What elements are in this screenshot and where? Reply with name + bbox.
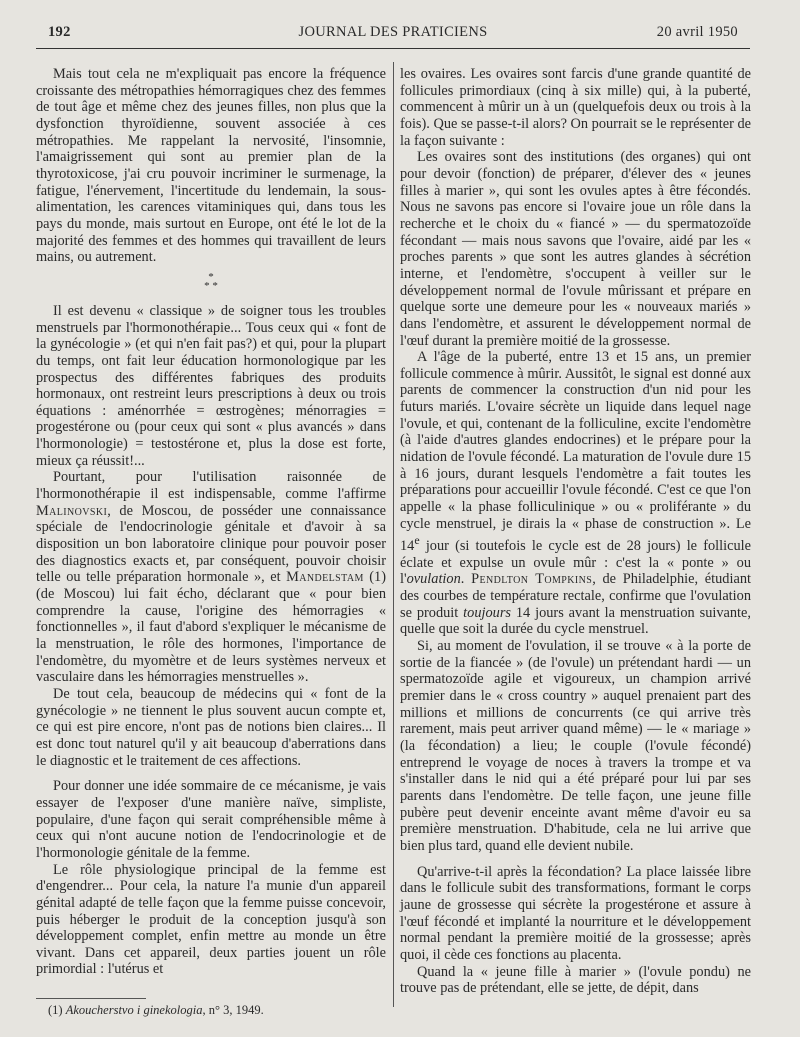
text-run: (1) (de Moscou) lui fait écho, déclarant que « pour bien comprendre la cause, l'origine des hémorragies « fonctionnelles », il faut d'abord s'expliquer le mécanisme de la menstruation, le rôle des hormones, l'importance de l'endomètre, du myomètre et de leurs systèmes nerveux et vasculaire dans les hémorragies menstruelles ».: [36, 569, 387, 686]
paragraph: Qu'arrive-t-il après la fécondation? La place laissée libre dans le follicule subit des transformations, formant le corps jaune de grossesse qui sécrète la progestérone et assure à l'œuf fécondé et implanté la nourriture et le développement normal pendant la première moitié de la grossesse; après quoi, il cède ces fonctions au placenta.: [400, 863, 751, 963]
paragraph: Il est devenu « classique » de soigner tous les troubles menstruels par l'hormonothérapie... Tous ceux qui « font de la gynécologie » (et qui n'en fait pas?) et qui, pour la plupart du temps, ont fait leur éducation hormonologique par les prospectus des différentes fabriques des produits hormonaux, ont restreint leurs prescriptions à deux ou trois équations : aménorrhée = œstrogènes; ménorragies = progestérone ou (pour ceux qui sont « plus avancés » dans l'hormonologie) = testostérone et, plus la dose est forte, mieux ça réussit!...: [36, 302, 386, 469]
paragraph: [36, 469, 386, 686]
footnote-source-title: Akoucherstvo i ginekologia: [65, 1003, 203, 1018]
page-number: 192: [48, 24, 71, 40]
author-name: Malinovski: [36, 502, 108, 519]
footnote-marker: (1): [48, 1003, 63, 1018]
footnote: [36, 1003, 386, 1018]
paragraph: Pour donner une idée sommaire de ce mécanisme, je vais essayer de l'exposer d'une manière naïve, simpliste, populaire, d'une façon qui serait compréhensible même à ceux qui n'ont aucune notion de l'endocrinologie et de l'hormonologie génitale de la femme.: [36, 778, 386, 861]
text-run: , de Moscou, de posséder une connaissance spéciale de l'endocrinologie génitale et d'avoir à sa disposition un bon laboratoire clinique pour pouvoir poser des diagnostics exacts et, par conséquent, pouvoir choisir telle ou telle préparation hormonale », et: [36, 502, 386, 586]
text-run: jour (si toutefois le cycle est de 28 jours) le follicule éclate et expulse un ovule mûr : c'est la « ponte » ou l': [400, 538, 751, 588]
page-header: [48, 22, 738, 48]
author-name: Mandelstam: [286, 569, 364, 586]
footnote-text: , n° 3, 1949.: [202, 1003, 264, 1018]
column-divider: [393, 62, 394, 1007]
emphasis: toujours: [463, 604, 511, 621]
superscript: e: [414, 533, 420, 548]
text-run: A l'âge de la puberté, entre 13 et 15 ans, un premier follicule commence à mûrir. Aussitôt, le signal est donné aux parents de commencer la construction d'un nid pour les futurs mariés. L'ovaire sécrète un liquide dans lequel nage l'ovule, et qui, contenant de la folliculine, excite l'endomètre (à l'aide d'autres glandes endocrines) et le prépare pour la nidation de l'ovule fécondé. La maturation de l'ovule dure 15 à 16 jours, durant lesquels l'endomètre a fait toutes les préparations pour accueillir l'ovule fécondé. C'est ce que l'on appelle « la phase folliculinique » ou « proliférante » du cycle menstruel, je dirais la « phase de construction ». Le 14: [400, 349, 751, 555]
text-run: 14 jours avant la menstruation suivante, quelle que soit la durée du cycle menstruel.: [400, 604, 751, 638]
header-rule: [36, 48, 750, 49]
text-run: Pourtant, pour l'utilisation raisonnée de l'hormonothérapie il est indispensable, comme l'affirme: [36, 469, 386, 503]
journal-title: JOURNAL DES PRATICIENS: [298, 24, 488, 40]
author-name: Pendlton Tompkins: [471, 571, 593, 588]
paragraph: Quand la « jeune fille à marier » (l'ovule pondu) ne trouve pas de prétendant, elle se jette, de dépit, dans: [400, 963, 751, 997]
separator-stars-bottom: * *: [204, 279, 218, 292]
emphasis: ovulation: [406, 571, 461, 588]
paragraph: les ovaires. Les ovaires sont farcis d'une grande quantité de follicules primordiaux (cinq à six mille) qui, à la puberté, commencent à mûrir un à un (quelquefois deux ou trois à la fois). Que se passe-t-il alors? On pourrait se le représenter de la façon suivante :: [400, 66, 751, 149]
paragraph: [400, 349, 751, 638]
paragraph: Le rôle physiologique principal de la femme est d'engendrer... Pour cela, la nature l'a munie d'un appareil génital adapté de telle façon que la femme puisse concevoir, puis héberger le produit de la conception jusqu'à son développement complet, enfin mettre au monde un être vivant. Dans cet appareil, deux parties jouent un rôle primordial : l'utérus et: [36, 861, 386, 978]
footnote-rule: [36, 998, 146, 999]
separator-star-top: *: [208, 270, 214, 283]
text-run: .: [460, 571, 465, 588]
text-run: , de Philadelphie, étudiant des courbes de température rectale, confirme que l'ovulation se produit: [400, 571, 751, 621]
left-column: [36, 66, 386, 1018]
paragraph: Mais tout cela ne m'expliquait pas encore la fréquence croissante des métropathies hémorragiques chez des femmes de tout âge et même chez des jeunes filles, non plus que la dysfonction thyroïdienne, souvent associée à ces métropathies. Me rappelant la nervosité, l'insomnie, l'amaigrissement qui sont au premier plan de la thyrotoxicose, j'ai cru pouvoir incriminer le surmenage, la fatigue, l'énervement, l'incertitude du lendemain, la sous-alimentation, les carences vitaminiques qui, dans tous les pays du monde, mais surtout en Europe, ont été le lot de la majorité des femmes et des hommes qui travaillent de leurs mains, ou autrement.: [36, 66, 386, 266]
paragraph: Les ovaires sont des institutions (des organes) qui ont pour devoir (fonction) de préparer, d'élever des « jeunes filles à marier », qui sont les ovules aptes à être fécondés. Nous ne savons pas encore si l'ovaire joue un rôle dans la recherche et le choix du « fiancé » — du spermatozoïde fécondant — mais nous savons que l'ovaire, aidé par les « proches parents » que sont les autres glandes à sécrétion interne, et l'endomètre, s'occupent à veiller sur le développement normal de l'ovule mûrissant et prépare en quelque sorte une demeure pour les « nouveaux mariés » dans l'endomètre, et assurent le développement normal de l'œuf durant la première moitié de la grossesse.: [400, 149, 751, 349]
right-column: [400, 66, 751, 997]
section-separator: [36, 270, 386, 292]
paragraph: De tout cela, beaucoup de médecins qui « font de la gynécologie » ne tiennent le plus souvent aucun compte et, ce qui est pire encore, n'ont pas de notions bien claires... Il est donc tout naturel qu'il y ait beaucoup d'aberrations dans le diagnostic et le traitement de ces affections.: [36, 685, 386, 769]
paragraph: Si, au moment de l'ovulation, il se trouve « à la porte de sortie de la fiancée » (de l'ovule) un prétendant hardi — un spermatozoïde agile et vigoureux, un champion arrivé premier dans le « cross country » auquel prenaient part des millions et millions de concurrents (ce qui arrive très rarement, mais peut arriver quand même) — le « mariage » (la fécondation) a lieu; le couple (l'ovule fécondé) entreprend le voyage de noces à travers la trompe et va s'installer dans le nid qui a été préparé pour lui par ses parents dans l'endomètre. De telle façon, une jeune fille pubère peut devenir enceinte avant même d'avoir eu sa première menstruation. D'habitude, cela ne lui arrive que bien plus tard, quand elle devient nubile.: [400, 638, 751, 854]
issue-date: 20 avril 1950: [656, 24, 738, 40]
